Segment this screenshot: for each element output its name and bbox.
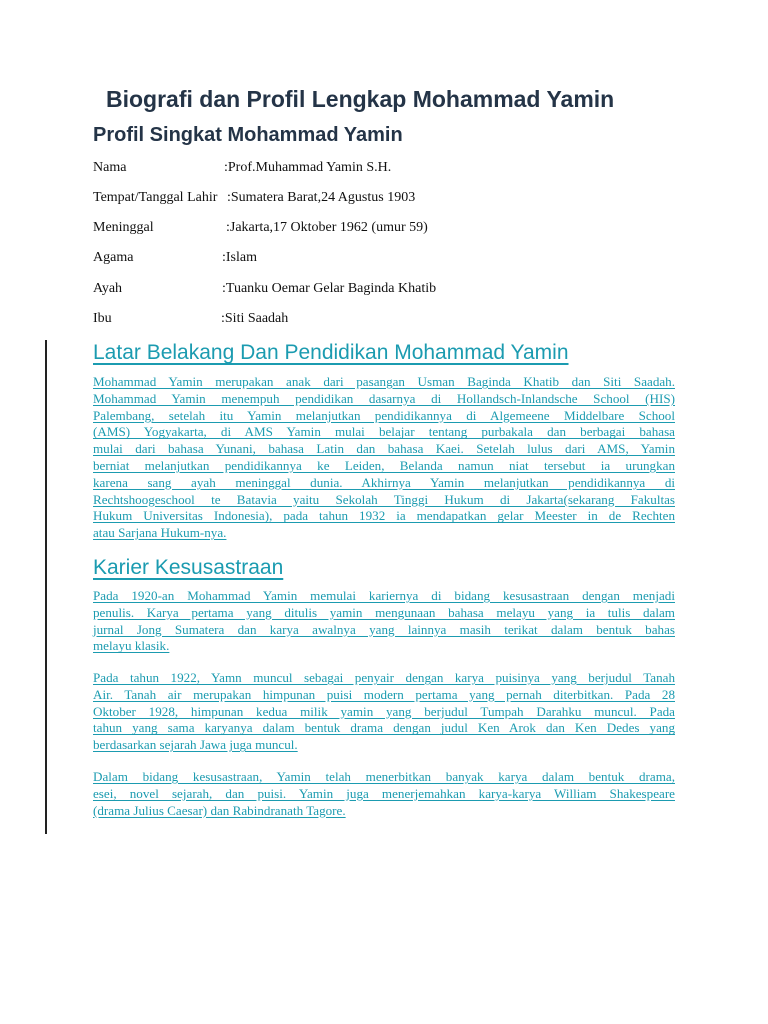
paragraph-career-3 [93, 769, 675, 819]
paragraph-line: esei, novel sejarah, dan puisi. Yamin juga menerjemahkan karya-karya William Shakespeare [93, 785, 675, 801]
paragraph-line: jurnal Jong Sumatera dan karya awalnya yang lainnya masih terikat dalam bentuk bahas [93, 621, 675, 637]
profile-value: :Sumatera Barat,24 Agustus 1903 [227, 190, 416, 205]
paragraph-line: penulis. Karya pertama yang ditulis yamin mengunaan bahasa melayu yang ia tulis dalam [93, 604, 675, 620]
profile-label: Meninggal [93, 220, 154, 235]
profile-label: Ayah [93, 281, 123, 296]
paragraph-line: Hukum Universitas Indonesia), pada tahun 1932 ia mendapatkan gelar Meester in de Rechten [93, 508, 675, 524]
paragraph-line: melayu klasik. [93, 638, 170, 654]
paragraph-line: Mohammad Yamin merupakan anak dari pasangan Usman Baginda Khatib dan Siti Saadah. [93, 374, 675, 389]
profile-value: :Tuanku Oemar Gelar Baginda Khatib [222, 281, 437, 296]
paragraph-career-2 [93, 670, 675, 754]
profile-subtitle: Profil Singkat Mohammad Yamin [93, 124, 403, 146]
margin-change-bar [45, 340, 47, 834]
profile-label: Tempat/Tanggal Lahir [93, 190, 218, 205]
section-heading-career: Karier Kesusastraan [93, 556, 284, 579]
page-title: Biografi dan Profil Lengkap Mohammad Yamin [106, 86, 615, 112]
profile-label: Ibu [93, 311, 112, 326]
profile-value: :Prof.Muhammad Yamin S.H. [224, 160, 392, 175]
section-heading-education: Latar Belakang Dan Pendidikan Mohammad Yamin [93, 341, 569, 364]
paragraph-line: Dalam bidang kesusastraan, Yamin telah menerbitkan banyak karya dalam bentuk drama, [93, 769, 675, 784]
paragraph-line: berniat melanjutkan pendidikannya ke Leiden, Belanda namun niat tersebut ia urungkan [93, 457, 675, 473]
paragraph-line: (drama Julius Caesar) dan Rabindranath Tagore. [93, 802, 346, 818]
profile-value: :Islam [222, 250, 257, 265]
paragraph-line: Air. Tanah air merupakan himpunan puisi modern pertama yang pernah diterbitkan. Pada 28 [93, 686, 675, 702]
paragraph-line: Palembang, setelah itu Yamin melanjutkan pendidikannya di Algemeene Middelbare School [93, 407, 675, 423]
paragraph-line: Oktober 1928, himpunan kedua milik yamin yang berjudul Tumpah Darahku muncul. Pada [93, 703, 675, 719]
paragraph-education [93, 374, 675, 542]
paragraph-line: Rechtshoogeschool te Batavia yaitu Sekolah Tinggi Hukum di Jakarta(sekarang Fakultas [93, 491, 675, 507]
paragraph-line: tahun yang sama karyanya dalam bentuk drama dengan judul Ken Arok dan Ken Dedes yang [93, 720, 675, 736]
paragraph-line: mulai dari bahasa Yunani, bahasa Latin dan bahasa Kaei. Setelah lulus dari AMS, Yamin [93, 441, 675, 457]
paragraph-line: Pada tahun 1922, Yamn muncul sebagai penyair dengan karya puisinya yang berjudul Tanah [93, 670, 675, 685]
profile-value: :Siti Saadah [221, 311, 289, 326]
profile-label: Nama [93, 160, 127, 175]
paragraph-career-1 [93, 588, 675, 655]
profile-value: :Jakarta,17 Oktober 1962 (umur 59) [226, 220, 428, 235]
paragraph-line: (AMS) Yogyakarta, di AMS Yamin mulai belajar tentang purbakala dan berbagai bahasa [93, 424, 675, 440]
paragraph-line: Pada 1920-an Mohammad Yamin memulai kariernya di bidang kesusastraan dengan menjadi [93, 588, 675, 603]
paragraph-line: berdasarkan sejarah Jawa juga muncul. [93, 737, 298, 753]
paragraph-line: Mohammad Yamin menempuh pendidikan dasarnya di Hollandsch-Inlandsche School (HIS) [93, 390, 675, 406]
paragraph-line: atau Sarjana Hukum-nya. [93, 525, 227, 541]
paragraph-line: karena sang ayah meninggal dunia. Akhirnya Yamin melanjutkan pendidikannya di [93, 474, 675, 490]
profile-label: Agama [93, 250, 134, 265]
